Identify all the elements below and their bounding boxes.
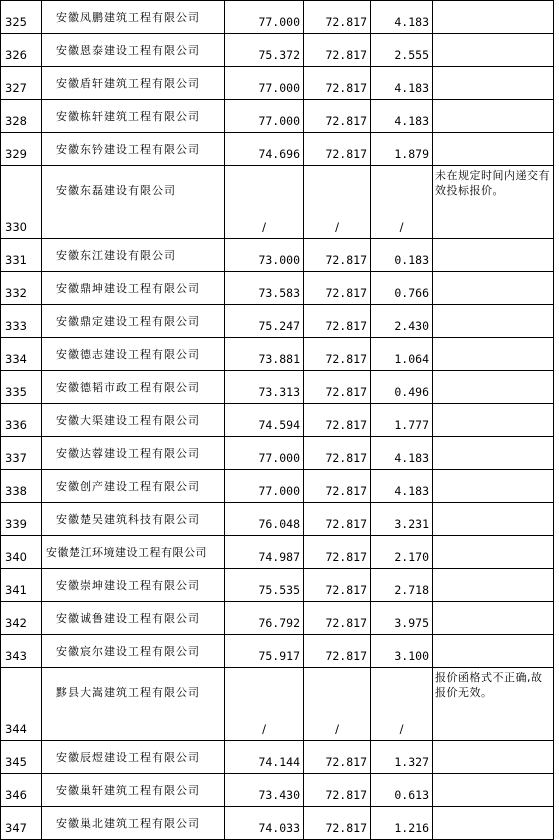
base-price-cell: 72.817: [304, 34, 371, 67]
table-row: [1, 239, 554, 272]
bid-price-cell: /: [225, 668, 304, 741]
company-name-cell: 黟县大嵩建筑工程有限公司: [42, 668, 225, 741]
table-row: [1, 807, 554, 840]
base-price-cell: 72.817: [304, 569, 371, 602]
company-name-cell: 安徽辰煜建设工程有限公司: [42, 741, 225, 774]
remark-cell: [433, 133, 554, 166]
company-name-cell: 安徽宸尔建设工程有限公司: [42, 635, 225, 668]
row-number-cell: 332: [1, 272, 42, 305]
base-price-cell: 72.817: [304, 305, 371, 338]
table-row: [1, 166, 554, 239]
bid-price-cell: 73.881: [225, 338, 304, 371]
row-number-cell: 345: [1, 741, 42, 774]
base-price-cell: 72.817: [304, 404, 371, 437]
deviation-cell: 1.216: [371, 807, 433, 840]
deviation-cell: 3.975: [371, 602, 433, 635]
remark-cell: [433, 569, 554, 602]
table-row: [1, 470, 554, 503]
company-name-cell: 安徽创产建设工程有限公司: [42, 470, 225, 503]
bid-price-cell: 76.792: [225, 602, 304, 635]
row-number-cell: 343: [1, 635, 42, 668]
row-number-cell: 342: [1, 602, 42, 635]
remark-cell: [433, 602, 554, 635]
remark-cell: [433, 437, 554, 470]
remark-cell: [433, 272, 554, 305]
row-number-cell: 339: [1, 503, 42, 536]
row-number-cell: 344: [1, 668, 42, 741]
remark-cell: 报价函格式不正确,故报价无效。: [433, 668, 554, 741]
base-price-cell: 72.817: [304, 741, 371, 774]
bid-price-cell: 74.987: [225, 536, 304, 569]
remark-cell: [433, 774, 554, 807]
bid-price-cell: 74.144: [225, 741, 304, 774]
table-body: [1, 1, 554, 840]
table-row: [1, 100, 554, 133]
company-name-cell: 安徽崇坤建设工程有限公司: [42, 569, 225, 602]
bid-price-cell: 74.594: [225, 404, 304, 437]
deviation-cell: 4.183: [371, 100, 433, 133]
base-price-cell: 72.817: [304, 536, 371, 569]
bid-price-cell: 77.000: [225, 1, 304, 34]
company-name-cell: 安徽盾轩建筑工程有限公司: [42, 67, 225, 100]
deviation-cell: 0.613: [371, 774, 433, 807]
remark-cell: [433, 470, 554, 503]
deviation-cell: 0.496: [371, 371, 433, 404]
row-number-cell: 329: [1, 133, 42, 166]
bid-price-cell: 75.247: [225, 305, 304, 338]
remark-cell: [433, 239, 554, 272]
deviation-cell: 1.879: [371, 133, 433, 166]
deviation-cell: 3.100: [371, 635, 433, 668]
bid-price-cell: 74.033: [225, 807, 304, 840]
row-number-cell: 340: [1, 536, 42, 569]
company-name-cell: 安徽达蓉建设工程有限公司: [42, 437, 225, 470]
table-row: [1, 338, 554, 371]
table-row: [1, 503, 554, 536]
bid-price-cell: 77.000: [225, 67, 304, 100]
table-row: [1, 602, 554, 635]
base-price-cell: 72.817: [304, 1, 371, 34]
base-price-cell: 72.817: [304, 807, 371, 840]
remark-cell: [433, 635, 554, 668]
company-name-cell: 安徽诚鲁建设工程有限公司: [42, 602, 225, 635]
table-row: [1, 404, 554, 437]
deviation-cell: 3.231: [371, 503, 433, 536]
deviation-cell: 1.777: [371, 404, 433, 437]
remark-cell: [433, 338, 554, 371]
table-row: [1, 741, 554, 774]
bid-price-cell: 73.583: [225, 272, 304, 305]
base-price-cell: 72.817: [304, 133, 371, 166]
deviation-cell: 2.170: [371, 536, 433, 569]
company-name-cell: 安徽恩泰建设工程有限公司: [42, 34, 225, 67]
deviation-cell: /: [371, 166, 433, 239]
table-row: [1, 536, 554, 569]
row-number-cell: 336: [1, 404, 42, 437]
deviation-cell: 4.183: [371, 470, 433, 503]
remark-cell: [433, 100, 554, 133]
base-price-cell: 72.817: [304, 635, 371, 668]
base-price-cell: 72.817: [304, 437, 371, 470]
row-number-cell: 326: [1, 34, 42, 67]
table-row: [1, 305, 554, 338]
deviation-cell: 4.183: [371, 67, 433, 100]
table-row: [1, 668, 554, 741]
table-row: [1, 67, 554, 100]
bid-price-cell: 77.000: [225, 470, 304, 503]
row-number-cell: 333: [1, 305, 42, 338]
base-price-cell: 72.817: [304, 100, 371, 133]
company-name-cell: 安徽东钤建设工程有限公司: [42, 133, 225, 166]
deviation-cell: 4.183: [371, 1, 433, 34]
table-row: [1, 34, 554, 67]
bid-price-cell: 76.048: [225, 503, 304, 536]
base-price-cell: 72.817: [304, 272, 371, 305]
row-number-cell: 331: [1, 239, 42, 272]
bid-price-cell: 73.313: [225, 371, 304, 404]
deviation-cell: /: [371, 668, 433, 741]
base-price-cell: 72.817: [304, 371, 371, 404]
base-price-cell: 72.817: [304, 470, 371, 503]
deviation-cell: 0.183: [371, 239, 433, 272]
deviation-cell: 2.555: [371, 34, 433, 67]
remark-cell: 未在规定时间内递交有效投标报价。: [433, 166, 554, 239]
company-name-cell: 安徽栋轩建筑工程有限公司: [42, 100, 225, 133]
table-row: [1, 272, 554, 305]
row-number-cell: 325: [1, 1, 42, 34]
row-number-cell: 327: [1, 67, 42, 100]
company-name-cell: 安徽巢北建筑工程有限公司: [42, 807, 225, 840]
row-number-cell: 341: [1, 569, 42, 602]
company-name-cell: 安徽巢轩建筑工程有限公司: [42, 774, 225, 807]
base-price-cell: 72.817: [304, 602, 371, 635]
company-name-cell: 安徽凤鹏建筑工程有限公司: [42, 1, 225, 34]
company-name-cell: 安徽鼎定建设工程有限公司: [42, 305, 225, 338]
deviation-cell: 1.327: [371, 741, 433, 774]
bid-price-cell: 73.000: [225, 239, 304, 272]
deviation-cell: 0.766: [371, 272, 433, 305]
company-name-cell: 安徽大渠建设工程有限公司: [42, 404, 225, 437]
bid-price-cell: 73.430: [225, 774, 304, 807]
company-name-cell: 安徽东磊建设有限公司: [42, 166, 225, 239]
base-price-cell: 72.817: [304, 239, 371, 272]
row-number-cell: 337: [1, 437, 42, 470]
base-price-cell: 72.817: [304, 503, 371, 536]
remark-cell: [433, 404, 554, 437]
table-row: [1, 569, 554, 602]
remark-cell: [433, 1, 554, 34]
remark-cell: [433, 503, 554, 536]
base-price-cell: 72.817: [304, 67, 371, 100]
table-row: [1, 437, 554, 470]
bid-price-cell: 74.696: [225, 133, 304, 166]
row-number-cell: 328: [1, 100, 42, 133]
table-row: [1, 371, 554, 404]
company-name-cell: 安徽鼎坤建设工程有限公司: [42, 272, 225, 305]
table-row: [1, 133, 554, 166]
company-name-cell: 安徽德韬市政工程有限公司: [42, 371, 225, 404]
remark-cell: [433, 371, 554, 404]
row-number-cell: 334: [1, 338, 42, 371]
remark-cell: [433, 34, 554, 67]
deviation-cell: 4.183: [371, 437, 433, 470]
row-number-cell: 347: [1, 807, 42, 840]
company-name-cell: 安徽东江建设有限公司: [42, 239, 225, 272]
table-row: [1, 774, 554, 807]
deviation-cell: 2.718: [371, 569, 433, 602]
base-price-cell: 72.817: [304, 774, 371, 807]
bid-price-cell: 77.000: [225, 100, 304, 133]
bid-price-cell: /: [225, 166, 304, 239]
remark-cell: [433, 807, 554, 840]
remark-cell: [433, 536, 554, 569]
row-number-cell: 346: [1, 774, 42, 807]
remark-cell: [433, 741, 554, 774]
table-row: [1, 635, 554, 668]
bid-price-cell: 77.000: [225, 437, 304, 470]
base-price-cell: /: [304, 668, 371, 741]
bid-price-cell: 75.917: [225, 635, 304, 668]
deviation-cell: 1.064: [371, 338, 433, 371]
bid-price-cell: 75.372: [225, 34, 304, 67]
company-name-cell: 安徽楚吴建筑科技有限公司: [42, 503, 225, 536]
table-row: [1, 1, 554, 34]
row-number-cell: 335: [1, 371, 42, 404]
base-price-cell: /: [304, 166, 371, 239]
bid-price-cell: 75.535: [225, 569, 304, 602]
row-number-cell: 338: [1, 470, 42, 503]
company-name-cell: 安徽楚江环境建设工程有限公司: [42, 536, 225, 569]
remark-cell: [433, 67, 554, 100]
remark-cell: [433, 305, 554, 338]
row-number-cell: 330: [1, 166, 42, 239]
deviation-cell: 2.430: [371, 305, 433, 338]
company-name-cell: 安徽德志建设工程有限公司: [42, 338, 225, 371]
base-price-cell: 72.817: [304, 338, 371, 371]
